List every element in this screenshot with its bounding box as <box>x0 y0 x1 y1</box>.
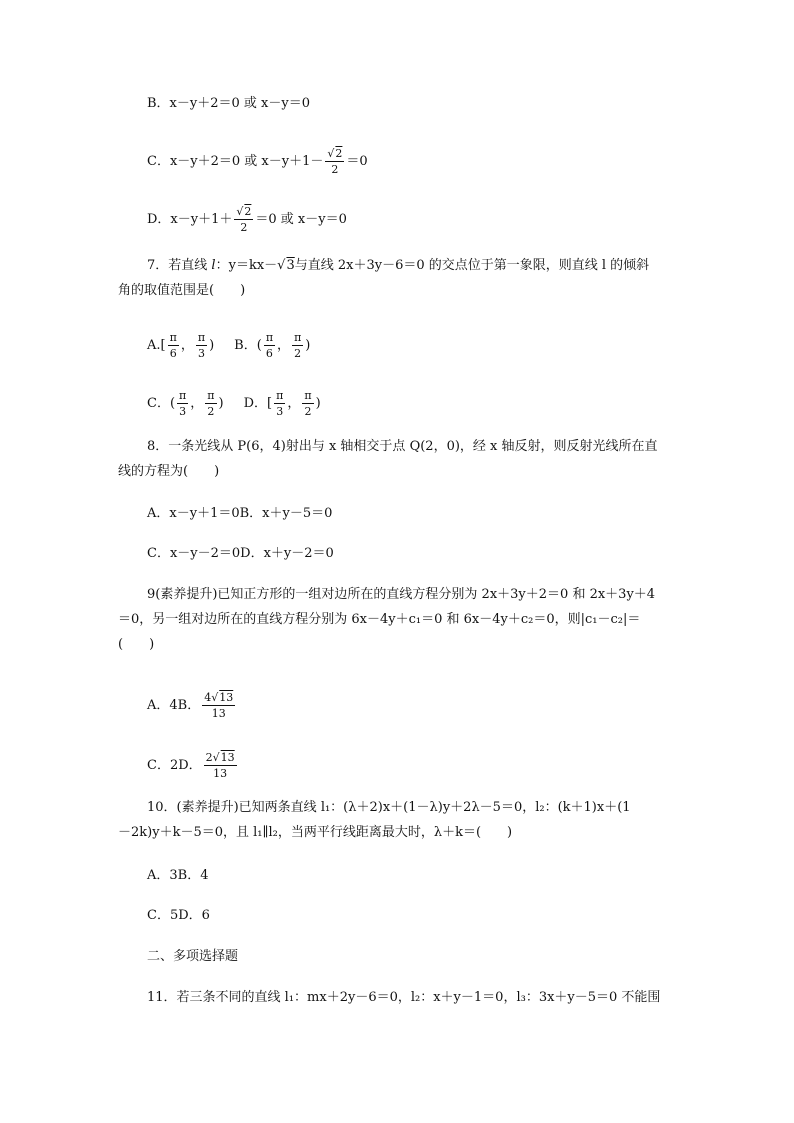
q10-stem-line2: －2k)y＋k－5＝0，且 l₁∥l₂，当两平行线距离最大时，λ＋k＝( ) <box>118 825 513 840</box>
q7-options-ab: A.[ $\frac{\pi}{6}$ ， $\frac{\pi}{3}$ ) B．( $\frac{\pi}{6}$ ， $\frac{\pi}{2}$ ) <box>147 331 311 360</box>
q9-stem-line2: ＝0，另一组对边所在的直线方程分别为 6x－4y＋c₁＝0 和 6x－4y＋c₂＝0，则|c₁－c₂|＝ <box>118 612 641 627</box>
fraction: $\frac{2√13}{13}$ <box>205 751 235 780</box>
q6-option-c: C．x－y＋2＝0 或 x－y＋1－ $\frac{√2}{2}$ ＝0 <box>147 147 368 176</box>
q7-stem-line1: 7．若直线 l：y＝kx－√3与直线 2x＋3y－6＝0 的交点位于第一象限，则直线 l 的倾斜 <box>147 258 650 273</box>
q9-stem-line1: 9(素养提升)已知正方形的一组对边所在的直线方程分别为 2x＋3y＋2＝0 和 2x＋3y＋4 <box>147 587 656 602</box>
fraction: $\frac{\pi}{2}$ <box>207 389 215 418</box>
q6-option-b: B．x－y＋2＝0 或 x－y＝0 <box>147 96 310 111</box>
q9-options-ab: A．4B． $\frac{4√13}{13}$ <box>147 691 234 720</box>
section-heading: 二、多项选择题 <box>147 949 239 964</box>
q6-option-c-text: C．x－y＋2＝0 或 x－y＋1－ <box>147 154 324 169</box>
q9-stem-line3: ( ) <box>118 637 155 652</box>
q9-options-cd: C．2D． $\frac{2√13}{13}$ <box>147 751 235 780</box>
q8-stem-line2: 线的方程为( ) <box>118 464 220 479</box>
q7-options-cd: C．( $\frac{\pi}{3}$ ， $\frac{\pi}{2}$ ) D．[ $\frac{\pi}{3}$ ， $\frac{\pi}{2}$ ) <box>147 389 321 418</box>
fraction: $\frac{\pi}{2}$ <box>294 331 302 360</box>
q6-option-d-text: D．x－y＋1＋ <box>147 212 233 227</box>
fraction: $\frac{\pi}{3}$ <box>197 331 206 360</box>
fraction: $\frac{√2}{2}$ <box>236 205 252 234</box>
q8-stem-line1: 8．一条光线从 P(6，4)射出与 x 轴相交于点 Q(2，0)，经 x 轴反射，则反射光线所在直 <box>147 439 658 454</box>
q7-stem-line2: 角的取值范围是( ) <box>118 283 246 298</box>
q10-stem-line1: 10．(素养提升)已知两条直线 l₁：(λ＋2)x＋(1－λ)y＋2λ－5＝0，l₂：(k＋1)x＋(1 <box>147 800 631 815</box>
q8-options-cd: C．x－y－2＝0D．x＋y－2＝0 <box>147 546 334 561</box>
fraction: $\frac{\pi}{2}$ <box>304 389 312 418</box>
fraction: $\frac{\pi}{6}$ <box>265 331 274 360</box>
q10-options-cd: C．5D．6 <box>147 908 210 923</box>
fraction: $\frac{\pi}{3}$ <box>276 389 284 418</box>
fraction: $\frac{√2}{2}$ <box>327 147 343 176</box>
q10-options-ab: A．3B．4 <box>147 868 209 883</box>
fraction: $\frac{4√13}{13}$ <box>204 691 234 720</box>
q8-options-ab: A．x－y＋1＝0B．x＋y－5＝0 <box>147 506 333 521</box>
q11-stem-line1: 11．若三条不同的直线 l₁：mx＋2y－6＝0，l₂：x＋y－1＝0，l₃：3x＋y－5＝0 不能围 <box>147 990 661 1005</box>
fraction: $\frac{\pi}{3}$ <box>179 389 187 418</box>
q6-option-d: D．x－y＋1＋ $\frac{√2}{2}$ ＝0 或 x－y＝0 <box>147 205 347 234</box>
fraction: $\frac{\pi}{6}$ <box>169 331 177 360</box>
